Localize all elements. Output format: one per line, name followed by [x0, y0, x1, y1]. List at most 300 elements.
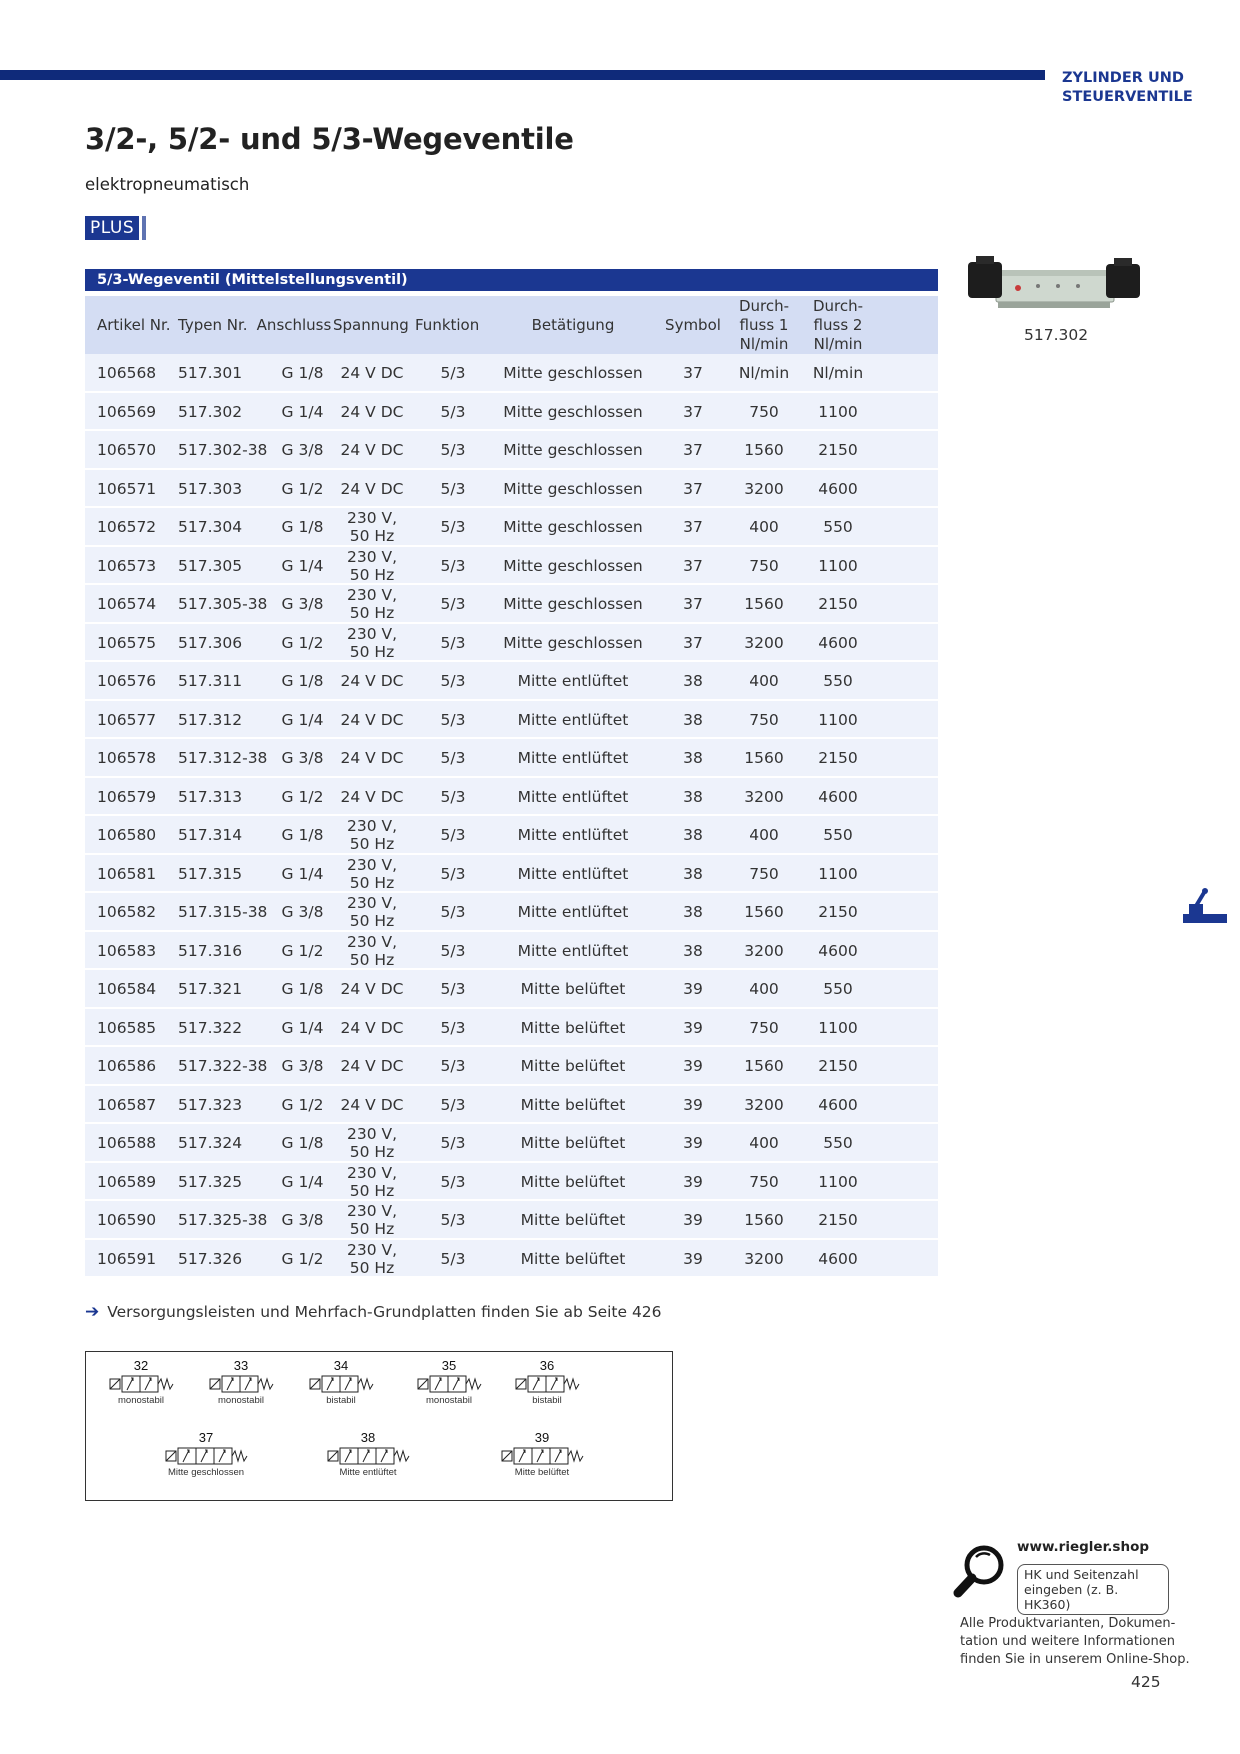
cell-funktion: 5/3: [440, 1057, 466, 1076]
cell-symbol: 37: [683, 364, 703, 383]
cell-anschluss: G 3/8: [281, 1211, 324, 1230]
supply-note: [85, 1302, 662, 1322]
cell-typen: 517.302-38: [178, 441, 268, 460]
cell-symbol: 39: [683, 1249, 703, 1268]
valve-symbol-caption: Mitte entlüftet: [339, 1467, 397, 1478]
valve-symbol-number: 34: [333, 1358, 349, 1373]
table-row: [85, 701, 938, 740]
cell-funktion: 5/3: [440, 633, 466, 652]
cell-symbol: 37: [683, 633, 703, 652]
col-header-anschluss: Anschluss: [256, 315, 332, 334]
cell-funktion: 5/3: [440, 1018, 466, 1037]
cell-betaetigung: Mitte geschlossen: [503, 479, 643, 498]
cell-typen: 517.314: [178, 826, 243, 845]
cell-funktion: 5/3: [440, 1211, 466, 1230]
cell-funktion: 5/3: [440, 749, 466, 768]
col-header-symbol: Symbol: [665, 315, 721, 334]
cell-typen: 517.316: [178, 941, 243, 960]
cell-durchfluss-2: 1100: [818, 1172, 858, 1191]
cell-symbol: 39: [683, 1134, 703, 1153]
cell-durchfluss-1: 400: [749, 1134, 779, 1153]
cell-durchfluss-1: 750: [749, 1172, 779, 1191]
cell-betaetigung: Mitte entlüftet: [517, 710, 629, 729]
cell-anschluss: G 1/2: [281, 941, 324, 960]
valve-symbol-icon: [404, 1373, 494, 1395]
cell-durchfluss-2: 2150: [818, 595, 858, 614]
cell-betaetigung: Mitte belüftet: [520, 1018, 626, 1037]
solenoid-valve-image: [968, 256, 1140, 316]
cell-symbol: 38: [683, 864, 703, 883]
cell-symbol: 38: [683, 710, 703, 729]
magnifier-icon: [952, 1543, 1008, 1599]
cell-betaetigung: Mitte belüftet: [520, 980, 626, 999]
plus-badge-label: PLUS: [85, 216, 139, 240]
table-row: [85, 855, 938, 894]
cell-symbol: 37: [683, 402, 703, 421]
cell-spannung: 24 V DC: [340, 441, 404, 460]
cell-typen: 517.311: [178, 672, 243, 691]
table-row: [85, 508, 938, 547]
cell-spannung: 24 V DC: [340, 364, 404, 383]
cell-spannung: 230 V, 50 Hz: [346, 1163, 398, 1200]
cell-anschluss: G 1/8: [281, 672, 324, 691]
cell-durchfluss-2: 550: [823, 672, 853, 691]
cell-durchfluss-2: 2150: [818, 903, 858, 922]
cell-funktion: 5/3: [440, 864, 466, 883]
arrow-right-icon: ➔: [85, 1302, 100, 1322]
shop-info-text: [960, 1615, 1190, 1669]
table-row: [85, 970, 938, 1009]
table-header-row: [85, 296, 938, 354]
cell-durchfluss-2: 4600: [818, 633, 858, 652]
shop-info-line-3: finden Sie in unserem Online-Shop.: [960, 1652, 1190, 1667]
cell-spannung: 230 V, 50 Hz: [346, 1240, 398, 1277]
cell-symbol: 37: [683, 479, 703, 498]
cell-spannung: 230 V, 50 Hz: [346, 1125, 398, 1162]
valve-symbol-number: 35: [441, 1358, 457, 1373]
cell-artikel: 106591: [97, 1249, 157, 1268]
cell-spannung: 24 V DC: [340, 749, 404, 768]
valve-symbol-icon: [298, 1445, 438, 1467]
cell-funktion: 5/3: [440, 710, 466, 729]
cell-funktion: 5/3: [440, 595, 466, 614]
cell-symbol: 38: [683, 672, 703, 691]
cell-durchfluss-1: 3200: [744, 787, 784, 806]
valve-lever-icon: [1183, 888, 1227, 924]
cell-artikel: 106589: [97, 1172, 157, 1191]
cell-spannung: 230 V, 50 Hz: [346, 855, 398, 892]
category-label: [1062, 69, 1232, 107]
cell-durchfluss-1: 1560: [744, 749, 784, 768]
page-number: 425: [1131, 1673, 1161, 1691]
plus-badge-bar: [142, 216, 146, 240]
cell-durchfluss-1: 400: [749, 980, 779, 999]
valve-symbol-caption: monostabil: [218, 1395, 264, 1406]
cell-artikel: 106572: [97, 518, 157, 537]
cell-symbol: 37: [683, 595, 703, 614]
cell-typen: 517.313: [178, 787, 243, 806]
cell-funktion: 5/3: [440, 1249, 466, 1268]
cell-spannung: 230 V, 50 Hz: [346, 932, 398, 969]
cell-artikel: 106585: [97, 1018, 157, 1037]
cell-typen: 517.326: [178, 1249, 243, 1268]
cell-durchfluss-2: 1100: [818, 402, 858, 421]
cell-spannung: 24 V DC: [340, 1018, 404, 1037]
cell-anschluss: G 1/2: [281, 479, 324, 498]
cell-durchfluss-2: 1100: [818, 864, 858, 883]
valve-symbol-caption: monostabil: [118, 1395, 164, 1406]
cell-funktion: 5/3: [440, 1172, 466, 1191]
table-row: [85, 431, 938, 470]
category-line-2: STEUERVENTILE: [1062, 89, 1193, 105]
cell-spannung: 24 V DC: [340, 672, 404, 691]
product-table: [85, 269, 938, 1278]
cell-symbol: 38: [683, 826, 703, 845]
cell-typen: 517.304: [178, 518, 243, 537]
cell-artikel: 106578: [97, 749, 157, 768]
shop-hint-line-2: eingeben (z. B. HK360): [1024, 1582, 1119, 1612]
cell-betaetigung: Mitte geschlossen: [503, 441, 643, 460]
cell-artikel: 106570: [97, 441, 157, 460]
col-header-spannung: Spannung: [333, 315, 409, 334]
shop-hint-box: [1017, 1564, 1169, 1615]
cell-artikel: 106587: [97, 1095, 157, 1114]
valve-symbol-number: 38: [360, 1430, 376, 1445]
cell-durchfluss-2: 2150: [818, 749, 858, 768]
cell-betaetigung: Mitte geschlossen: [503, 518, 643, 537]
cell-typen: 517.305: [178, 556, 243, 575]
cell-durchfluss-1: 400: [749, 672, 779, 691]
valve-symbol-number: 32: [133, 1358, 149, 1373]
table-row: [85, 1047, 938, 1086]
cell-betaetigung: Mitte entlüftet: [517, 749, 629, 768]
cell-typen: 517.323: [178, 1095, 243, 1114]
cell-symbol: 39: [683, 1211, 703, 1230]
page-subtitle: elektropneumatisch: [85, 175, 250, 194]
cell-durchfluss-1: 1560: [744, 903, 784, 922]
table-row: [85, 354, 938, 393]
cell-typen: 517.325: [178, 1172, 243, 1191]
cell-symbol: 38: [683, 749, 703, 768]
shop-info-line-2: tation und weitere Informationen: [960, 1634, 1175, 1649]
cell-typen: 517.321: [178, 980, 243, 999]
col-header-durchfluss-1-line2: fluss 1: [739, 315, 789, 334]
valve-symbol-caption: Mitte belüftet: [514, 1467, 570, 1478]
valve-symbol-36: [502, 1358, 592, 1406]
col-header-funktion: Funktion: [415, 315, 480, 334]
table-row: [85, 1163, 938, 1202]
cell-symbol: 37: [683, 518, 703, 537]
cell-symbol: 38: [683, 787, 703, 806]
table-row: [85, 739, 938, 778]
cell-anschluss: G 1/8: [281, 518, 324, 537]
cell-symbol: 37: [683, 441, 703, 460]
valve-symbol-icon: [136, 1445, 276, 1467]
valve-symbol-caption: monostabil: [426, 1395, 472, 1406]
page-title: 3/2-, 5/2- und 5/3-Wegeventile: [85, 122, 574, 156]
cell-spannung: 230 V, 50 Hz: [346, 547, 398, 584]
cell-typen: 517.312: [178, 710, 243, 729]
cell-funktion: 5/3: [440, 1095, 466, 1114]
valve-symbol-34: [296, 1358, 386, 1406]
cell-betaetigung: Mitte geschlossen: [503, 402, 643, 421]
valve-symbol-icon: [502, 1373, 592, 1395]
table-body: [85, 354, 938, 1278]
cell-funktion: 5/3: [440, 941, 466, 960]
supply-note-text: Versorgungsleisten und Mehrfach-Grundplatten finden Sie ab Seite 426: [107, 1303, 662, 1321]
valve-symbol-caption: Mitte geschlossen: [167, 1467, 245, 1478]
cell-durchfluss-1: 3200: [744, 479, 784, 498]
valve-symbol-39: [472, 1430, 612, 1478]
cell-anschluss: G 1/2: [281, 633, 324, 652]
cell-symbol: 38: [683, 941, 703, 960]
cell-durchfluss-1: 1560: [744, 1057, 784, 1076]
cell-funktion: 5/3: [440, 364, 466, 383]
cell-symbol: 39: [683, 980, 703, 999]
cell-durchfluss-1: 3200: [744, 633, 784, 652]
valve-symbol-icon: [296, 1373, 386, 1395]
cell-funktion: 5/3: [440, 787, 466, 806]
cell-typen: 517.322: [178, 1018, 243, 1037]
cell-funktion: 5/3: [440, 980, 466, 999]
table-row: [85, 778, 938, 817]
cell-durchfluss-2: 550: [823, 518, 853, 537]
cell-betaetigung: Mitte geschlossen: [503, 364, 643, 383]
cell-anschluss: G 1/8: [281, 1134, 324, 1153]
cell-betaetigung: Mitte belüftet: [520, 1057, 626, 1076]
col-header-artikel: Artikel Nr.: [97, 315, 171, 334]
cell-funktion: 5/3: [440, 672, 466, 691]
table-row: [85, 393, 938, 432]
cell-funktion: 5/3: [440, 402, 466, 421]
valve-symbol-number: 39: [534, 1430, 550, 1445]
cell-durchfluss-1: 750: [749, 1018, 779, 1037]
valve-symbol-number: 36: [539, 1358, 555, 1373]
cell-artikel: 106584: [97, 980, 157, 999]
cell-durchfluss-2: 4600: [818, 787, 858, 806]
cell-durchfluss-1: 3200: [744, 1095, 784, 1114]
cell-durchfluss-2: 2150: [818, 1211, 858, 1230]
cell-spannung: 24 V DC: [340, 1057, 404, 1076]
cell-betaetigung: Mitte belüftet: [520, 1134, 626, 1153]
cell-durchfluss-1: 400: [749, 518, 779, 537]
cell-typen: 517.301: [178, 364, 243, 383]
cell-artikel: 106576: [97, 672, 157, 691]
cell-durchfluss-2: 1100: [818, 556, 858, 575]
cell-artikel: 106590: [97, 1211, 157, 1230]
cell-artikel: 106583: [97, 941, 157, 960]
cell-artikel: 106575: [97, 633, 157, 652]
col-header-typen: Typen Nr.: [178, 315, 248, 334]
cell-funktion: 5/3: [440, 826, 466, 845]
cell-anschluss: G 1/2: [281, 787, 324, 806]
cell-funktion: 5/3: [440, 1134, 466, 1153]
cell-typen: 517.322-38: [178, 1057, 268, 1076]
table-row: [85, 1240, 938, 1279]
cell-betaetigung: Mitte entlüftet: [517, 941, 629, 960]
cell-durchfluss-1: 1560: [744, 441, 784, 460]
cell-spannung: 24 V DC: [340, 402, 404, 421]
cell-betaetigung: Mitte geschlossen: [503, 556, 643, 575]
shop-info-line-1: Alle Produktvarianten, Dokumen-: [960, 1616, 1176, 1631]
col-header-durchfluss-1-line1: Durch-: [738, 296, 790, 315]
cell-betaetigung: Mitte belüftet: [520, 1172, 626, 1191]
cell-betaetigung: Mitte geschlossen: [503, 633, 643, 652]
cell-typen: 517.303: [178, 479, 243, 498]
cell-artikel: 106580: [97, 826, 157, 845]
cell-durchfluss-1: 750: [749, 710, 779, 729]
cell-symbol: 39: [683, 1018, 703, 1037]
top-accent-bar: [0, 70, 1045, 80]
cell-durchfluss-2: 1100: [818, 1018, 858, 1037]
cell-durchfluss-1: 750: [749, 402, 779, 421]
col-header-durchfluss-2-line2: fluss 2: [813, 315, 863, 334]
cell-anschluss: G 1/2: [281, 1249, 324, 1268]
cell-durchfluss-1: Nl/min: [738, 364, 790, 383]
shop-url[interactable]: www.riegler.shop: [1017, 1539, 1150, 1555]
cell-anschluss: G 3/8: [281, 595, 324, 614]
cell-betaetigung: Mitte entlüftet: [517, 864, 629, 883]
cell-durchfluss-2: 550: [823, 1134, 853, 1153]
cell-artikel: 106577: [97, 710, 157, 729]
table-row: [85, 1009, 938, 1048]
cell-spannung: 230 V, 50 Hz: [346, 1202, 398, 1239]
table-section-title: 5/3-Wegeventil (Mittelstellungsventil): [85, 269, 938, 291]
cell-durchfluss-2: 550: [823, 826, 853, 845]
table-row: [85, 1201, 938, 1240]
cell-anschluss: G 1/8: [281, 826, 324, 845]
cell-durchfluss-1: 750: [749, 864, 779, 883]
cell-anschluss: G 3/8: [281, 749, 324, 768]
cell-typen: 517.325-38: [178, 1211, 268, 1230]
cell-funktion: 5/3: [440, 903, 466, 922]
cell-anschluss: G 3/8: [281, 441, 324, 460]
col-header-durchfluss-2: [801, 296, 875, 354]
cell-spannung: 230 V, 50 Hz: [346, 624, 398, 661]
cell-typen: 517.306: [178, 633, 243, 652]
cell-betaetigung: Mitte entlüftet: [517, 826, 629, 845]
valve-symbol-number: 37: [198, 1430, 214, 1445]
cell-artikel: 106588: [97, 1134, 157, 1153]
cell-durchfluss-2: 2150: [818, 1057, 858, 1076]
table-row: [85, 624, 938, 663]
cell-spannung: 24 V DC: [340, 980, 404, 999]
cell-symbol: 37: [683, 556, 703, 575]
cell-symbol: 39: [683, 1057, 703, 1076]
cell-betaetigung: Mitte belüftet: [520, 1211, 626, 1230]
valve-symbol-icon: [472, 1445, 612, 1467]
cell-artikel: 106586: [97, 1057, 157, 1076]
cell-durchfluss-2: 4600: [818, 1249, 858, 1268]
cell-betaetigung: Mitte entlüftet: [517, 903, 629, 922]
valve-symbol-38: [298, 1430, 438, 1478]
cell-durchfluss-1: 1560: [744, 595, 784, 614]
cell-funktion: 5/3: [440, 518, 466, 537]
cell-anschluss: G 1/4: [281, 1018, 324, 1037]
cell-durchfluss-2: 4600: [818, 941, 858, 960]
cell-artikel: 106579: [97, 787, 157, 806]
cell-anschluss: G 1/2: [281, 1095, 324, 1114]
cell-spannung: 24 V DC: [340, 710, 404, 729]
cell-funktion: 5/3: [440, 556, 466, 575]
category-line-1: ZYLINDER UND: [1062, 70, 1184, 86]
cell-durchfluss-2: 1100: [818, 710, 858, 729]
cell-spannung: 230 V, 50 Hz: [346, 817, 398, 854]
cell-symbol: 39: [683, 1095, 703, 1114]
cell-spannung: 24 V DC: [340, 787, 404, 806]
cell-typen: 517.305-38: [178, 595, 268, 614]
valve-symbols-legend: [85, 1351, 673, 1501]
cell-anschluss: G 1/4: [281, 864, 324, 883]
cell-durchfluss-2: 4600: [818, 479, 858, 498]
cell-betaetigung: Mitte belüftet: [520, 1249, 626, 1268]
table-row: [85, 662, 938, 701]
cell-anschluss: G 1/8: [281, 364, 324, 383]
cell-artikel: 106573: [97, 556, 157, 575]
col-header-durchfluss-1: [729, 296, 799, 354]
table-row: [85, 470, 938, 509]
valve-symbol-caption: bistabil: [326, 1395, 356, 1406]
cell-durchfluss-1: 400: [749, 826, 779, 845]
cell-spannung: 24 V DC: [340, 1095, 404, 1114]
table-row: [85, 585, 938, 624]
cell-betaetigung: Mitte entlüftet: [517, 672, 629, 691]
table-row: [85, 893, 938, 932]
valve-symbol-icon: [196, 1373, 286, 1395]
cell-anschluss: G 3/8: [281, 903, 324, 922]
cell-betaetigung: Mitte geschlossen: [503, 595, 643, 614]
cell-anschluss: G 1/4: [281, 1172, 324, 1191]
table-row: [85, 932, 938, 971]
valve-symbol-32: [96, 1358, 186, 1406]
valve-symbol-number: 33: [233, 1358, 249, 1373]
cell-symbol: 38: [683, 903, 703, 922]
table-row: [85, 1086, 938, 1125]
col-header-durchfluss-1-line3: Nl/min: [739, 334, 789, 353]
col-header-durchfluss-2-line3: Nl/min: [813, 334, 863, 353]
product-image-caption: 517.302: [1024, 326, 1089, 344]
cell-artikel: 106568: [97, 364, 157, 383]
cell-durchfluss-1: 3200: [744, 1249, 784, 1268]
cell-spannung: 230 V, 50 Hz: [346, 509, 398, 546]
cell-durchfluss-1: 3200: [744, 941, 784, 960]
cell-durchfluss-2: Nl/min: [812, 364, 864, 383]
valve-symbol-caption: bistabil: [532, 1395, 562, 1406]
plus-badge: [85, 216, 146, 240]
cell-anschluss: G 1/4: [281, 556, 324, 575]
table-row: [85, 1124, 938, 1163]
cell-typen: 517.302: [178, 402, 243, 421]
cell-artikel: 106569: [97, 402, 157, 421]
cell-durchfluss-1: 1560: [744, 1211, 784, 1230]
col-header-betaetigung: Betätigung: [531, 315, 615, 334]
cell-betaetigung: Mitte belüftet: [520, 1095, 626, 1114]
cell-anschluss: G 1/4: [281, 402, 324, 421]
cell-durchfluss-2: 4600: [818, 1095, 858, 1114]
cell-artikel: 106582: [97, 903, 157, 922]
cell-typen: 517.312-38: [178, 749, 268, 768]
cell-typen: 517.315: [178, 864, 243, 883]
cell-betaetigung: Mitte entlüftet: [517, 787, 629, 806]
cell-funktion: 5/3: [440, 441, 466, 460]
cell-anschluss: G 1/4: [281, 710, 324, 729]
table-row: [85, 547, 938, 586]
cell-durchfluss-2: 550: [823, 980, 853, 999]
cell-symbol: 39: [683, 1172, 703, 1191]
cell-durchfluss-1: 750: [749, 556, 779, 575]
cell-funktion: 5/3: [440, 479, 466, 498]
shop-hint-line-1: HK und Seitenzahl: [1024, 1567, 1139, 1582]
